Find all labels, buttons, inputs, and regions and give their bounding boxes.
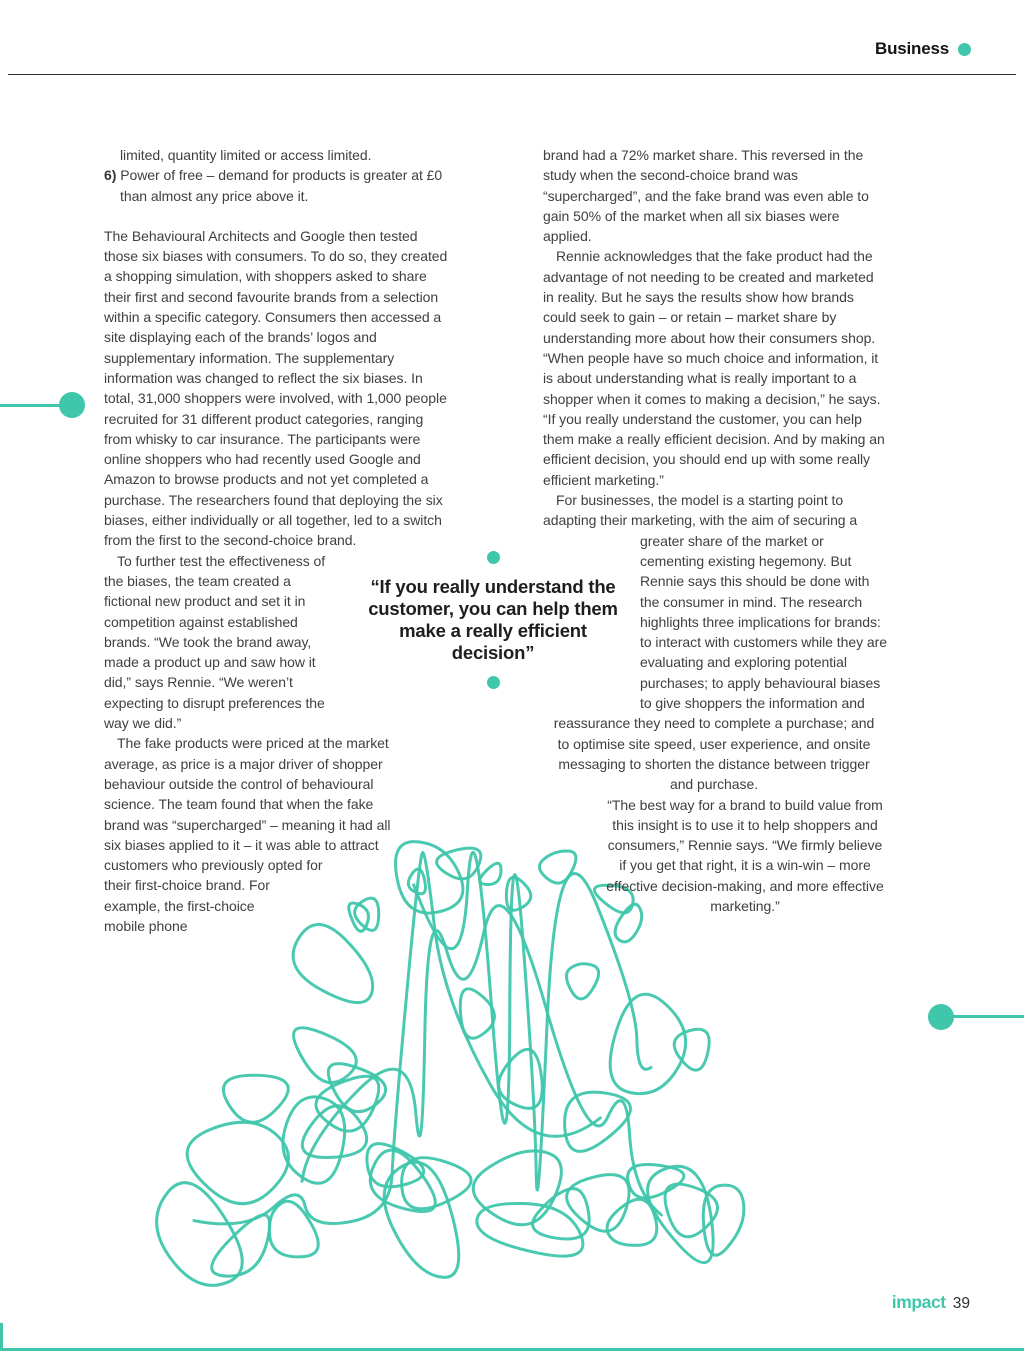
- body-paragraph: “The best way for a brand to build value from this insight is to use it to help shoppers and consumers,” Rennie says. “We firmly believe if you get that right, it is a win-win – more effective decision-making, and more effective marketing.”: [606, 796, 884, 914]
- left-accent-line: [0, 404, 60, 407]
- page-number: 39: [952, 1295, 970, 1312]
- page-footer: [892, 1292, 970, 1313]
- article-column-right: [543, 145, 888, 916]
- section-title: Business: [875, 39, 949, 58]
- body-paragraph: The Behavioural Architects and Google then tested those six biases with consumers. To do so, they created a shopping simulation, with shoppers asked to share their first and second favourite brands from a selection within a specific category. Consumers then accessed a site displaying each of the brands’ logos and supplementary information. The supplementary information was changed to reflect the six biases. In total, 31,000 shoppers were involved, with 1,000 people recruited for 31 different product categories, ranging from whisky to car insurance. The participants were online shoppers who had recently used Google and Amazon to browse products and not yet completed a purchase. The researchers found that deploying the six biases, either individually or all together, led to a switch from the first to the second-choice brand.: [104, 227, 448, 549]
- body-paragraph: brand had a 72% market share. This reversed in the study when the second-choice brand was “supercharged”, and the fake brand was even able to gain 50% of the market when all six biases were applied.: [543, 147, 869, 245]
- body-paragraph: greater share of the market or cementing existing hegemony. But Rennie says this should be done with the consumer in mind. The research highlights three implications for brands: to interact with customers while they are evaluating and exploring potential purchases; to apply behavioural biases to give shoppers the information and: [640, 532, 887, 712]
- pull-quote-dot-bottom-icon: [487, 676, 500, 689]
- pull-quote-text: “If you really understand the customer, you can help them make a really efficient decision”: [368, 576, 618, 663]
- body-paragraph: limited, quantity limited or access limited.: [120, 147, 372, 163]
- text-wrap-spacer: [349, 858, 404, 878]
- body-text: The fake products were priced at the market average, as price is a major driver of shopper behaviour outside the control of behavioural science. The team found that when the fake brand was “supercharged” – meaning it had all six biases applied to it – it was able to attract customers who previously opted for their first-choice brand. For example, the first-choice mobile phone: [104, 735, 391, 934]
- left-edge-accent: [0, 1323, 3, 1351]
- body-paragraph: reassurance they need to complete a purchase; and to optimise site speed, user experience, and onsite messaging to shorten the distance between trigger and purchase.: [553, 715, 875, 793]
- magazine-brand: impact: [891, 1292, 946, 1312]
- pull-quote: [364, 551, 622, 689]
- list-text: Power of free – demand for products is greater at £0 than almost any price above it.: [120, 167, 443, 204]
- body-paragraph: “When people have so much choice and information, it is about understanding what is really important to a shopper when it comes to making a decision,” he says. “If you really understand the customer, you can help them make a really efficient decision. And by making an efficient decision, you should end up with some really efficient marketing.”: [543, 349, 885, 488]
- body-paragraph: To further test the effectiveness of the biases, the team created a fictional new product and set it in competition against established brands. “We took the brand away, made a product up and saw how it did,” says Rennie. “We weren’t expecting to disrupt preferences the way we did.”: [104, 552, 326, 732]
- header-rule: [8, 74, 1016, 75]
- right-accent-line: [948, 1015, 1024, 1018]
- section-label: [875, 39, 971, 59]
- text-wrap-spacer: [309, 878, 404, 898]
- body-paragraph: Rennie acknowledges that the fake product had the advantage of not needing to be created and marketed in reality. But he says the results show how brands could seek to gain – or retain – market share by understanding more about how their consumers shop.: [543, 248, 876, 346]
- body-paragraph: [104, 733, 404, 936]
- text-wrap-spacer: [289, 898, 404, 960]
- section-dot-icon: [958, 43, 971, 56]
- list-number: 6): [104, 167, 117, 184]
- right-accent-dot: [928, 1004, 954, 1030]
- body-paragraph: For businesses, the model is a starting point to adapting their marketing, with the aim of securing a: [543, 492, 858, 529]
- left-accent-dot: [59, 392, 85, 418]
- list-item-6: [104, 165, 449, 206]
- pull-quote-dot-top-icon: [487, 551, 500, 564]
